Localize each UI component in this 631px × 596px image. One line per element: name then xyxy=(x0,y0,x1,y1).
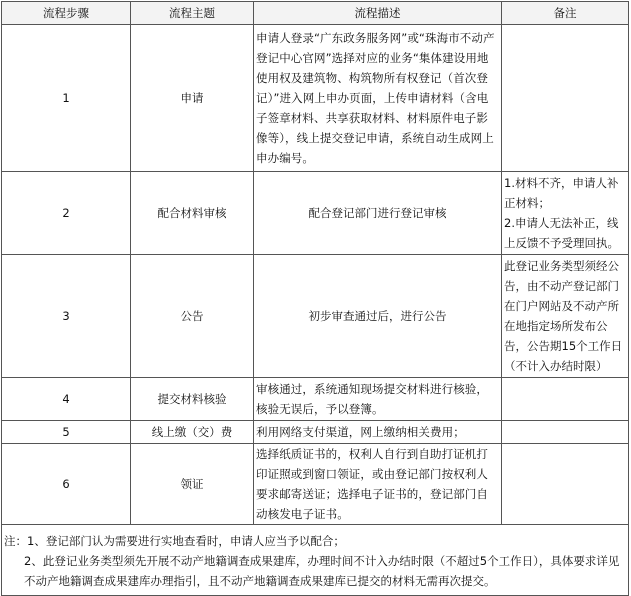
cell-step: 2 xyxy=(2,172,131,255)
cell-remark xyxy=(502,444,629,525)
cell-step: 4 xyxy=(2,378,131,421)
cell-topic: 公告 xyxy=(131,255,254,378)
table-row xyxy=(2,255,629,378)
process-table xyxy=(1,1,629,596)
cell-step: 1 xyxy=(2,25,131,172)
header-remark: 备注 xyxy=(502,2,629,25)
cell-description: 申请人登录“广东政务服务网”或“珠海市不动产登记中心官网”选择对应的业务“集体建设用地使用权及建筑物、构筑物所有权登记（首次登记）”进入网上申办页面，上传申请材料（含电子签章材料、共享获取材料、材料原件电子影像等），线上提交登记申请，系统自动生成网上申办编号。 xyxy=(254,25,502,172)
note-line-1: 注：1、登记部门认为需要进行实地查看时，申请人应当予以配合； xyxy=(4,534,345,548)
cell-topic: 提交材料核验 xyxy=(131,378,254,421)
cell-topic: 申请 xyxy=(131,25,254,172)
header-step: 流程步骤 xyxy=(2,2,131,25)
cell-step: 3 xyxy=(2,255,131,378)
notes-row xyxy=(2,525,629,596)
remark-line: 1.材料不齐，申请人补正材料； xyxy=(504,176,619,210)
header-description: 流程描述 xyxy=(254,2,502,25)
cell-topic: 领证 xyxy=(131,444,254,525)
cell-remark xyxy=(502,421,629,444)
table-row xyxy=(2,25,629,172)
table-header-row xyxy=(2,2,629,25)
table-row xyxy=(2,421,629,444)
header-topic: 流程主题 xyxy=(131,2,254,25)
note-line-2: 2、此登记业务类型须先开展不动产地籍调查成果建库，办理时间不计入办结时限（不超过5个工作日），具体要求详见不动产地籍调查成果建库办理指引，且不动产地籍调查成果建库已提交的材料无需再次提交。 xyxy=(24,554,620,588)
table-row xyxy=(2,444,629,525)
cell-description: 选择纸质证书的，权利人自行到自助打证机打印证照或到窗口领证，或由登记部门按权利人要求邮寄送证；选择电子证书的，登记部门自动核发电子证书。 xyxy=(254,444,502,525)
cell-remark xyxy=(502,378,629,421)
cell-description: 配合登记部门进行登记审核 xyxy=(254,172,502,255)
cell-description: 利用网络支付渠道，网上缴纳相关费用； xyxy=(254,421,502,444)
process-table-container xyxy=(1,1,630,596)
cell-description: 初步审查通过后，进行公告 xyxy=(254,255,502,378)
cell-step: 5 xyxy=(2,421,131,444)
cell-remark: 此登记业务类型须经公告，由不动产登记部门在门户网站及不动产所在地指定场所发布公告，公告期15个工作日（不计入办结时限） xyxy=(502,255,629,378)
remark-line: 2.申请人无法补正，线上反馈不予受理回执。 xyxy=(504,216,619,250)
cell-description: 审核通过，系统通知现场提交材料进行核验，核验无误后，予以登簿。 xyxy=(254,378,502,421)
table-row xyxy=(2,172,629,255)
notes-cell xyxy=(2,525,629,596)
cell-step: 6 xyxy=(2,444,131,525)
table-row xyxy=(2,378,629,421)
cell-remark xyxy=(502,25,629,172)
cell-remark xyxy=(502,172,629,255)
cell-topic: 线上缴（交）费 xyxy=(131,421,254,444)
cell-topic: 配合材料审核 xyxy=(131,172,254,255)
